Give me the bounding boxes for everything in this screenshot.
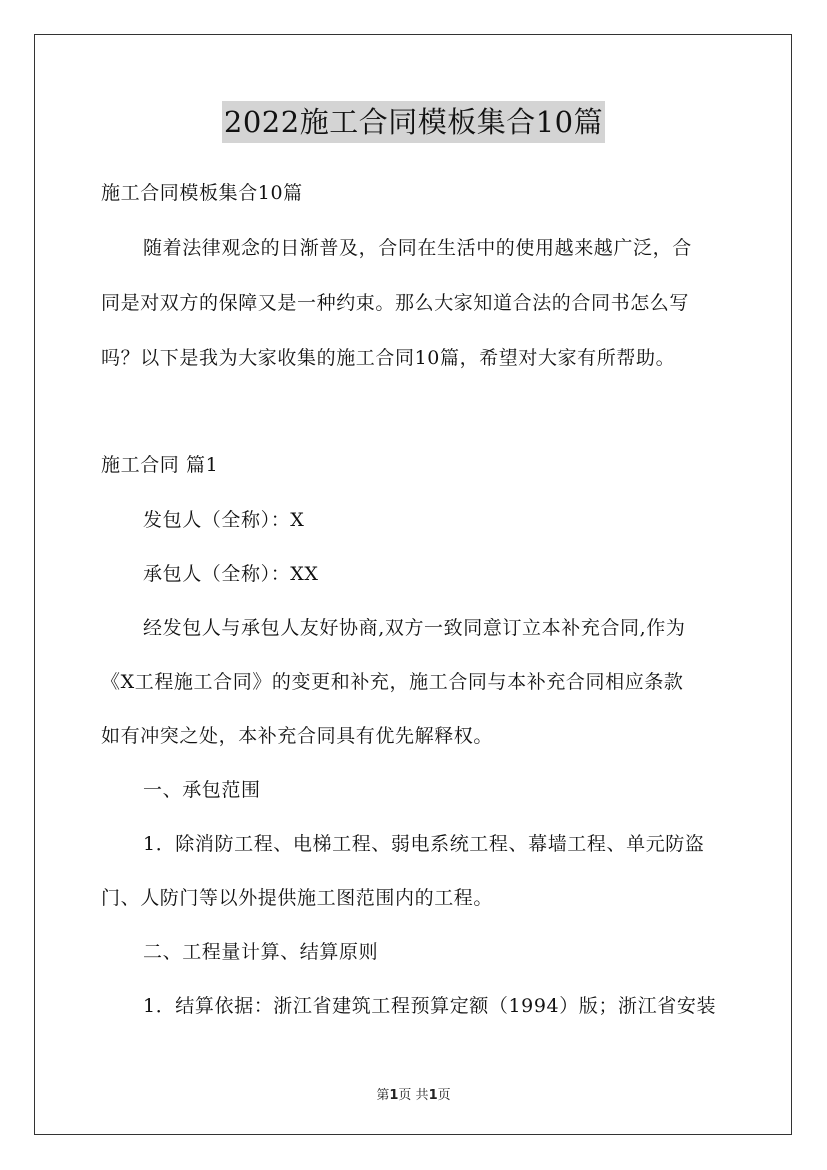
page-footer <box>0 1084 827 1103</box>
clause1-heading: 一、承包范围 <box>143 779 261 801</box>
title-wrap <box>0 101 827 143</box>
clause2-item1-line-1: 1．结算依据：浙江省建筑工程预算定额（1994）版；浙江省安装 <box>143 995 717 1017</box>
intro-line-3: 吗？以下是我为大家收集的施工合同10篇，希望对大家有所帮助。 <box>101 347 676 369</box>
document-title: 2022施工合同模板集合10篇 <box>222 101 605 143</box>
intro-line-2: 同是对双方的保障又是一种约束。那么大家知道合法的合同书怎么写 <box>101 292 690 314</box>
preamble-line-1: 经发包人与承包人友好协商,双方一致同意订立本补充合同,作为 <box>143 617 686 639</box>
footer-total-pages: 1 <box>428 1088 438 1103</box>
footer-mid: 页 共 <box>398 1088 429 1103</box>
party-b: 承包人（全称）：XX <box>143 563 319 585</box>
intro-line-1: 随着法律观念的日渐普及，合同在生活中的使用越来越广泛，合 <box>143 237 692 259</box>
clause1-item1-line-2: 门、人防门等以外提供施工图范围内的工程。 <box>101 887 494 909</box>
footer-page-number: 1 <box>389 1088 399 1103</box>
clause2-heading: 二、工程量计算、结算原则 <box>143 941 379 963</box>
section-heading: 施工合同 篇1 <box>101 454 219 476</box>
footer-prefix: 第 <box>376 1088 390 1103</box>
party-a: 发包人（全称）：X <box>143 509 305 531</box>
preamble-line-2: 《X工程施工合同》的变更和补充，施工合同与本补充合同相应条款 <box>101 671 684 693</box>
preamble-line-3: 如有冲突之处，本补充合同具有优先解释权。 <box>101 725 494 747</box>
clause1-item1-line-1: 1．除消防工程、电梯工程、弱电系统工程、幕墙工程、单元防盗 <box>143 833 705 855</box>
footer-suffix: 页 <box>437 1088 451 1103</box>
subtitle: 施工合同模板集合10篇 <box>101 182 303 204</box>
